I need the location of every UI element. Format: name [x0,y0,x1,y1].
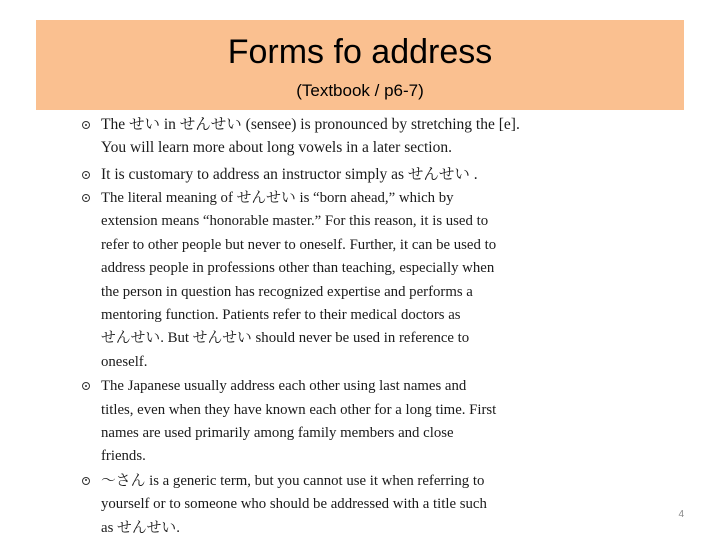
bullet-dot-icon [82,194,90,202]
bullet-dot-icon [82,121,90,129]
bullet-item [82,375,582,469]
bullet-line: せんせい. But せんせい should never be used in reference to [101,330,470,347]
bullet-line: oneself. [101,353,148,370]
title-banner [36,20,684,110]
slide-subtitle: (Textbook / p6-7) [296,81,424,100]
bullet-dot-icon [82,477,90,485]
bullet-item [82,163,582,186]
bullet-line: ～さん is a generic term, but you cannot use it when referring to [101,472,485,489]
bullet-line: You will learn more about long vowels in a later section. [101,139,452,156]
bullet-line: the person in question has recognized expertise and performs a [101,283,473,300]
bullet-dot-icon [82,171,90,179]
bullet-line: It is customary to address an instructor simply as せんせい . [101,166,478,183]
bullet-line: friends. [101,448,146,465]
slide-title: Forms fo address [227,33,493,71]
bullet-line: The せい in せんせい (sensee) is pronounced by stretching the [e]. [101,116,520,133]
bullet-list [82,111,582,540]
bullet-line: The Japanese usually address each other using last names and [101,378,467,395]
page-number: 4 [678,509,684,520]
bullet-item [82,113,582,159]
bullet-line: titles, even when they have known each other for a long time. First [101,401,497,418]
bullet-line: address people in professions other than teaching, especially when [101,260,495,277]
bullet-line: as せんせい. [101,519,180,536]
bullet-line: yourself or to someone who should be addressed with a title such [101,496,487,513]
bullet-line: names are used primarily among family members and close [101,425,454,442]
bullet-line: mentoring function. Patients refer to their medical doctors as [101,307,461,324]
bullet-line: extension means “honorable master.” For this reason, it is used to [101,213,489,230]
bullet-line: refer to other people but never to oneself. Further, it can be used to [101,236,497,253]
bullet-item [82,187,582,374]
bullet-item [82,470,582,540]
bullet-line: The literal meaning of せんせい is “born ahead,” which by [101,190,454,206]
bullet-dot-icon [82,382,90,390]
